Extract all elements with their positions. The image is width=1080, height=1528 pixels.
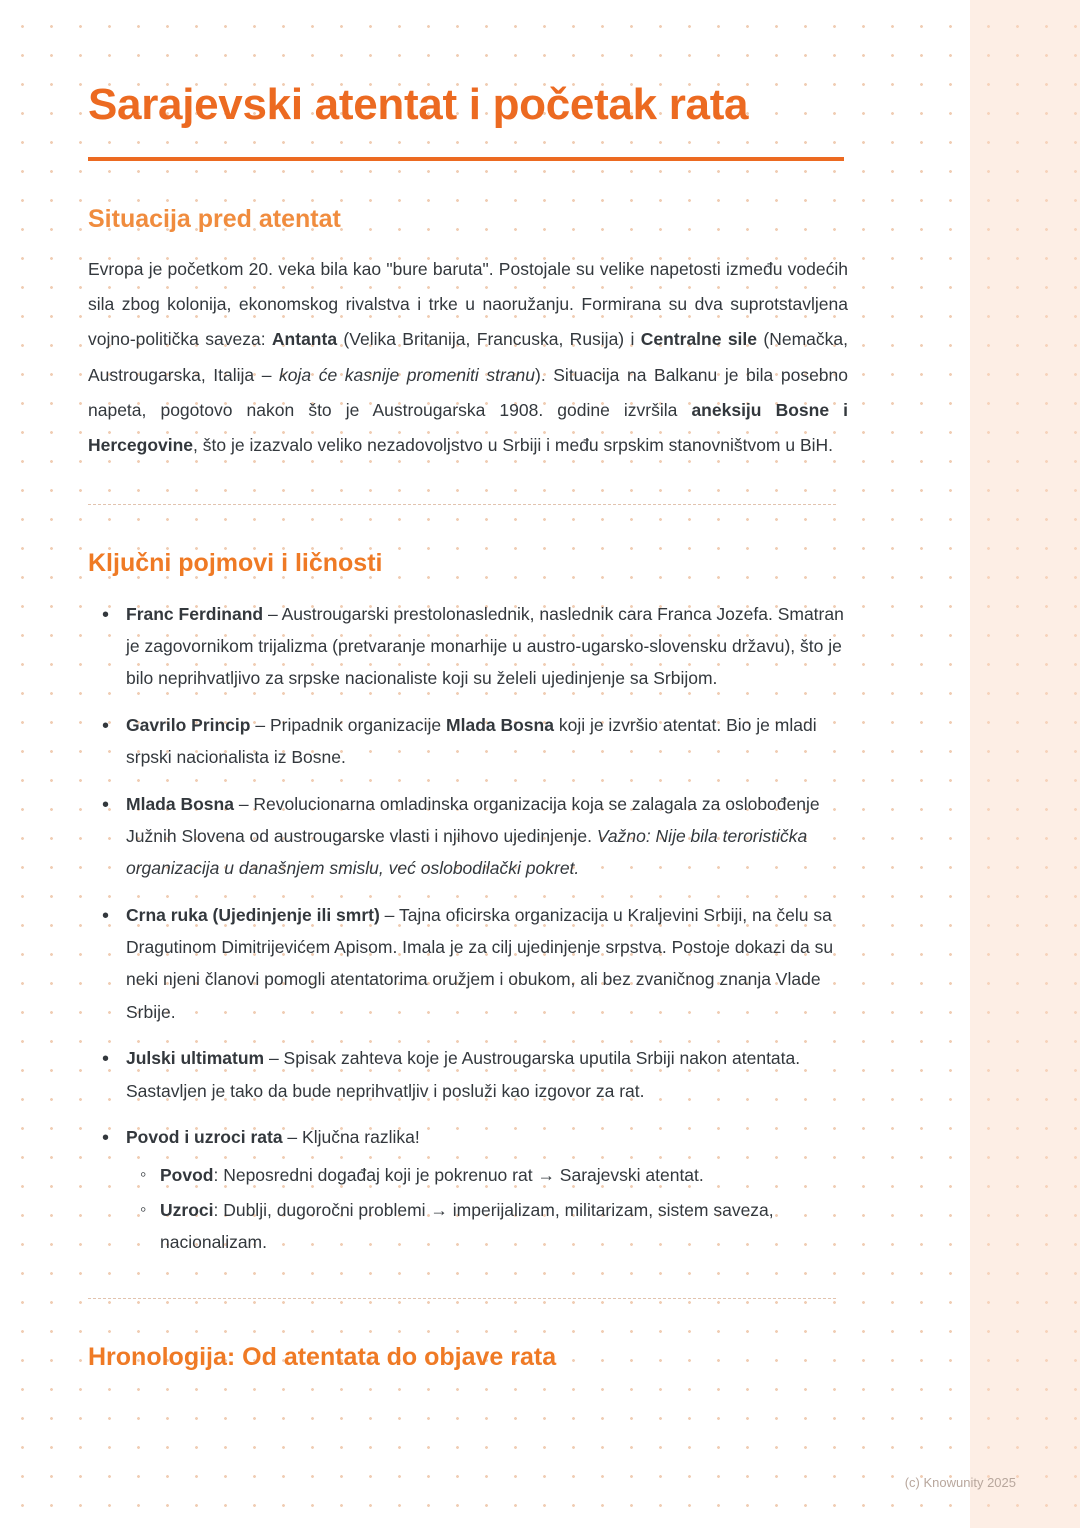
- list-item-text: [126, 1127, 420, 1147]
- emphasis-bold: Julski ultimatum: [126, 1048, 265, 1069]
- section-heading-pojmovi: Ključni pojmovi i ličnosti: [88, 548, 383, 577]
- page-title: Sarajevski atentat i početak rata: [88, 80, 749, 129]
- emphasis-bold: Crna ruka (Ujedinjenje ili smrt): [126, 904, 380, 925]
- emphasis-bold: Mlada Bosna: [126, 793, 234, 814]
- text-run: (Velika Britanija, Francuska, Rusija) i: [337, 329, 641, 350]
- emphasis-bold: Centralne sile: [640, 329, 758, 350]
- emphasis-bold: Gavrilo Princip: [126, 714, 251, 735]
- text-run: ). Situacija na Balkanu je bila posebno napeta, pogotovo nakon što je Austrougarska 1908. godine izvršila: [88, 364, 848, 420]
- text-run: : Dublji, dugoročni problemi → imperijalizam, militarizam, sistem saveza, nacionalizam.: [160, 1199, 774, 1253]
- list-item: [120, 598, 848, 695]
- paragraph-situacija: [88, 252, 848, 464]
- list-item: [120, 788, 848, 885]
- list-item: [120, 709, 848, 774]
- emphasis-italic: koja će kasnije promeniti stranu: [279, 364, 535, 385]
- page-margin-strip: [970, 0, 1080, 1528]
- text-run: Evropa je početkom 20. veka bila kao "bure baruta". Postojale su velike napetosti između vodećih sila zbog kolonija, ekonomskog rivalstva i trke u naoružanju. Formirana su dva suprotstavljena vojno-politička saveza:: [88, 258, 848, 350]
- text-run: , što je izazvalo veliko nezadovoljstvo u Srbiji i među srpskim stanovništvom u BiH.: [193, 435, 834, 456]
- text-run: – Pripadnik organizacije: [250, 714, 447, 735]
- list-item: [120, 899, 848, 1029]
- list-item-text: [126, 1048, 800, 1100]
- footer-credit: (c) Knowunity 2025: [904, 1475, 1016, 1490]
- emphasis-bold: Franc Ferdinand: [126, 603, 264, 624]
- emphasis-bold: Antanta: [271, 329, 338, 350]
- list-item-text: [126, 604, 844, 689]
- text-run: : Neposredni događaj koji je pokrenuo rat → Sarajevski atentat.: [213, 1165, 704, 1186]
- emphasis-bold: Uzroci: [160, 1199, 214, 1220]
- text-run: – Tajna oficirska organizacija u Kraljevini Srbiji, na čelu sa Dragutinom Dimitrijevićem Apisom. Imala je za cilj ujedinjenje srpstva. Postoje dokazi da su neki njeni članovi pomogli atentatorima oružjem i obukom, ali bez zvaničnog znanja Vlade Srbije.: [126, 904, 834, 1022]
- text-run: koji je izvršio atentat. Bio je mladi srpski nacionalista iz Bosne.: [126, 714, 817, 768]
- list-item: [120, 1121, 848, 1259]
- sub-list-item: [160, 1159, 848, 1191]
- section-heading-situacija: Situacija pred atentat: [88, 204, 341, 233]
- section-divider-2: [88, 1298, 836, 1299]
- emphasis-italic: Važno: Nije bila teroristička organizacija u današnjem smislu, već oslobodilački pokret.: [126, 825, 808, 879]
- document-content: [88, 0, 848, 1528]
- emphasis-bold: aneksiju Bosne i Hercegovine: [88, 399, 848, 456]
- emphasis-bold: Mlada Bosna: [446, 714, 554, 735]
- emphasis-bold: Povod: [160, 1165, 214, 1186]
- text-run: – Austrougarski prestolonaslednik, naslednik cara Franca Jozefa. Smatran je zagovornikom trijalizma (pretvaranje monarhije u austro-ugarsko-slovensku državu), što je bilo neprihvatljivo za srpske nacionaliste koji su želeli ujedinjenje sa Srbijom.: [126, 603, 844, 689]
- emphasis-bold: Povod i uzroci rata: [126, 1126, 283, 1147]
- title-underline-rule: [88, 157, 844, 161]
- text-run: – Revolucionarna omladinska organizacija koja se zalagala za oslobođenje Južnih Slovena od austrougarske vlasti i njihovo ujedinjenje.: [126, 793, 820, 846]
- sub-list-item: [160, 1194, 848, 1259]
- section-divider-1: [88, 504, 836, 505]
- list-item-text: [126, 905, 833, 1022]
- list-item-text: [126, 715, 817, 767]
- text-run: – Spisak zahteva koje je Austrougarska uputila Srbiji nakon atentata. Sastavljen je tako da bude neprihvatljiv i posluži kao izgovor za rat.: [126, 1048, 801, 1101]
- text-run: – Ključna razlika!: [282, 1126, 420, 1147]
- list-item: [120, 1042, 848, 1107]
- text-run: (Nemačka, Austrougarska, Italija –: [88, 329, 848, 385]
- list-item-text: [126, 794, 820, 879]
- section-heading-hronologija: Hronologija: Od atentata do objave rata: [88, 1343, 557, 1372]
- key-terms-list: [88, 598, 848, 1259]
- sub-list: [126, 1159, 848, 1258]
